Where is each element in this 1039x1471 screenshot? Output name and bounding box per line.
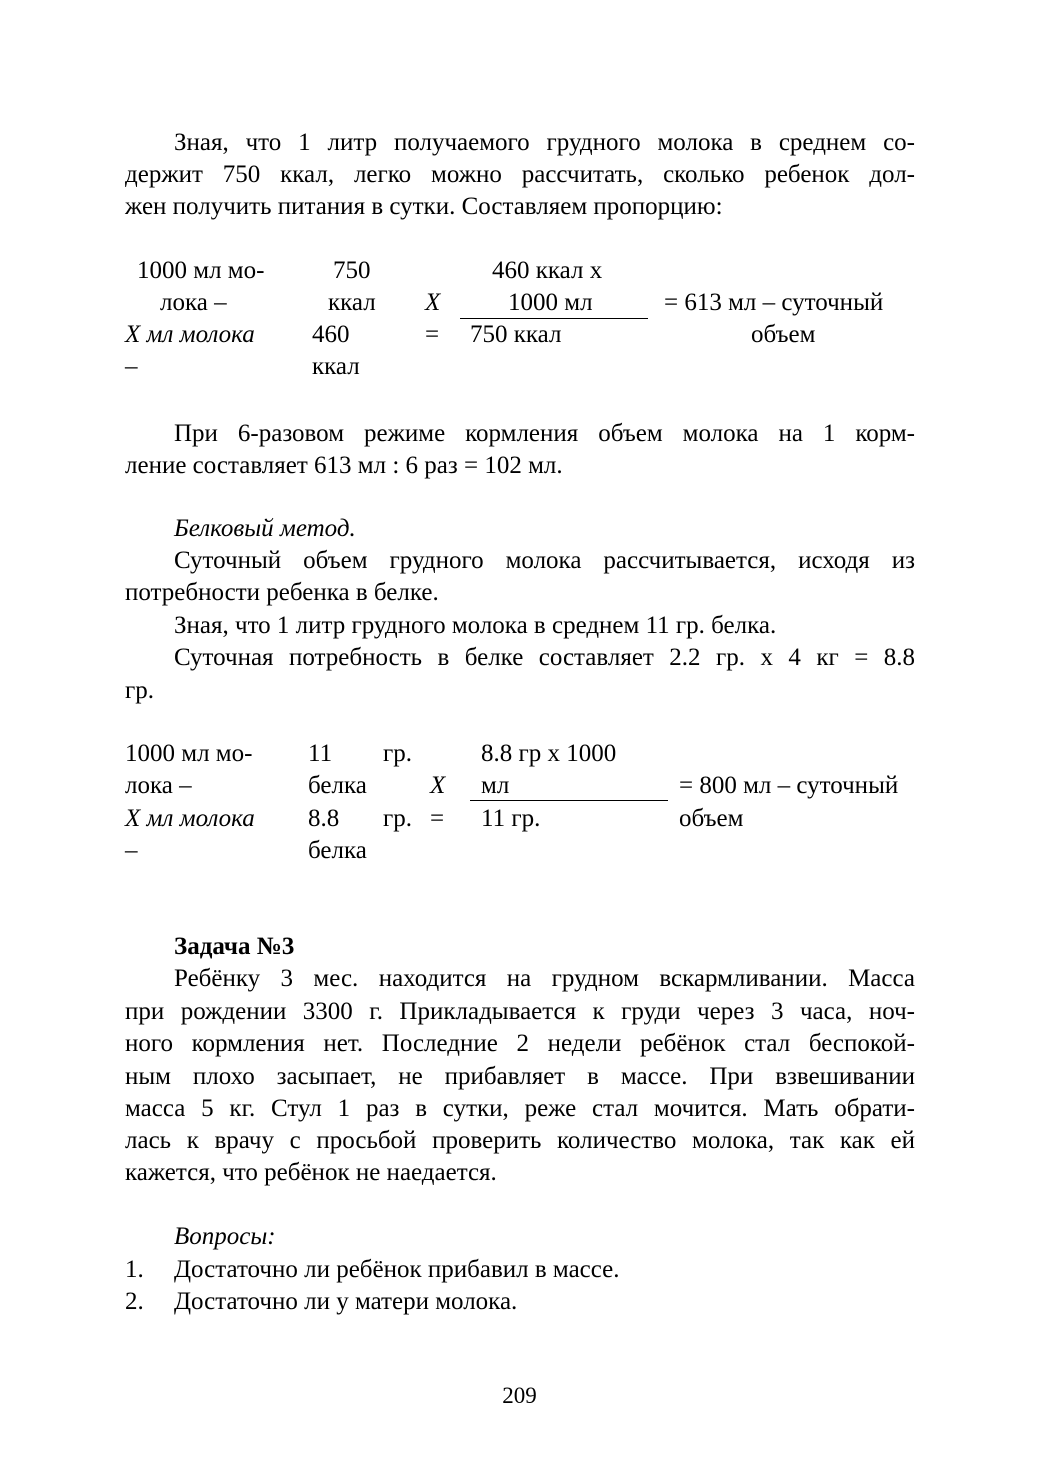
prop1-mid-3: 460 bbox=[312, 321, 350, 348]
prop1-result-2: объем bbox=[751, 321, 816, 348]
question-text: Достаточно ли ребёнок прибавил в массе. bbox=[174, 1256, 620, 1283]
prop1-mid-4: ккал bbox=[312, 353, 360, 380]
prop2-left-1: 1000 мл мо- bbox=[125, 740, 253, 767]
prop2-fraction-bar bbox=[470, 800, 668, 801]
prop1-numerator-2: 1000 мл bbox=[508, 289, 593, 316]
prop2-equals: = bbox=[430, 805, 445, 832]
prop2-left-4: – bbox=[125, 837, 138, 864]
paragraph-line: лась к врачу с просьбой проверить количество молока, так как ей bbox=[125, 1127, 915, 1154]
prop1-x: X bbox=[425, 289, 441, 316]
prop2-result: = 800 мл – суточный bbox=[679, 772, 899, 799]
prop2-mid-2: белка bbox=[308, 772, 367, 799]
prop2-numerator-2: мл bbox=[481, 772, 510, 799]
paragraph-line: Суточный объем грудного молока рассчитывается, исходя из bbox=[174, 547, 915, 574]
paragraph-line: кажется, что ребёнок не наедается. bbox=[125, 1159, 497, 1186]
prop1-left-2: лока – bbox=[160, 289, 227, 316]
prop1-result: = 613 мл – суточный bbox=[664, 289, 884, 316]
task-title: Задача №3 bbox=[174, 933, 295, 960]
page-number: 209 bbox=[502, 1383, 537, 1408]
prop1-left-1: 1000 мл мо- bbox=[137, 257, 265, 284]
prop1-mid-1: 750 bbox=[333, 257, 371, 284]
paragraph-line: масса 5 кг. Стул 1 раз в сутки, реже стал мочится. Мать обрати- bbox=[125, 1095, 915, 1122]
questions-heading: Вопросы: bbox=[174, 1223, 276, 1250]
prop2-mid-1b: гр. bbox=[383, 740, 413, 767]
prop2-mid-3b: гр. bbox=[383, 805, 413, 832]
paragraph-line: ным плохо засыпает, не прибавляет в массе. При взвешивании bbox=[125, 1063, 915, 1090]
prop1-mid-2: ккал bbox=[328, 289, 376, 316]
prop1-equals: = bbox=[425, 321, 440, 348]
paragraph-line: Суточная потребность в белке составляет 2.2 гр. х 4 кг = 8.8 bbox=[174, 644, 915, 671]
prop1-left-3: X мл молока bbox=[125, 321, 255, 348]
prop2-mid-4: белка bbox=[308, 837, 367, 864]
paragraph-line: ного кормления нет. Последние 2 недели ребёнок стал беспокой- bbox=[125, 1030, 915, 1057]
question-text: Достаточно ли у матери молока. bbox=[174, 1288, 518, 1315]
section-heading: Белковый метод. bbox=[174, 515, 356, 542]
prop2-left-2: лока – bbox=[125, 772, 192, 799]
prop2-mid-1a: 11 bbox=[308, 740, 333, 767]
paragraph-line: Зная, что 1 литр грудного молока в среднем 11 гр. белка. bbox=[174, 612, 777, 639]
paragraph-line: держит 750 ккал, легко можно рассчитать, сколько ребенок дол- bbox=[125, 161, 915, 188]
prop1-numerator-1: 460 ккал х bbox=[492, 257, 603, 284]
question-number: 2. bbox=[125, 1288, 144, 1315]
prop2-denominator: 11 гр. bbox=[481, 805, 541, 832]
prop2-left-3: X мл молока bbox=[125, 805, 255, 832]
paragraph-line: При 6-разовом режиме кормления объем молока на 1 корм- bbox=[174, 420, 915, 447]
question-number: 1. bbox=[125, 1256, 144, 1283]
paragraph-line: жен получить питания в сутки. Составляем пропорцию: bbox=[125, 193, 723, 220]
prop2-mid-3a: 8.8 bbox=[308, 805, 340, 832]
prop2-numerator-1: 8.8 гр х 1000 bbox=[481, 740, 617, 767]
paragraph-line: Ребёнку 3 мес. находится на грудном вскармливании. Масса bbox=[174, 965, 915, 992]
prop1-left-4: – bbox=[125, 353, 138, 380]
paragraph-line: при рождении 3300 г. Прикладывается к груди через 3 часа, ноч- bbox=[125, 998, 915, 1025]
paragraph-line: ление составляет 613 мл : 6 раз = 102 мл. bbox=[125, 452, 563, 479]
prop1-denominator: 750 ккал bbox=[470, 321, 562, 348]
prop2-x: X bbox=[430, 772, 446, 799]
paragraph-line: гр. bbox=[125, 677, 155, 704]
prop2-result-2: объем bbox=[679, 805, 744, 832]
paragraph-line: Зная, что 1 литр получаемого грудного молока в среднем со- bbox=[174, 129, 915, 156]
paragraph-line: потребности ребенка в белке. bbox=[125, 579, 439, 606]
